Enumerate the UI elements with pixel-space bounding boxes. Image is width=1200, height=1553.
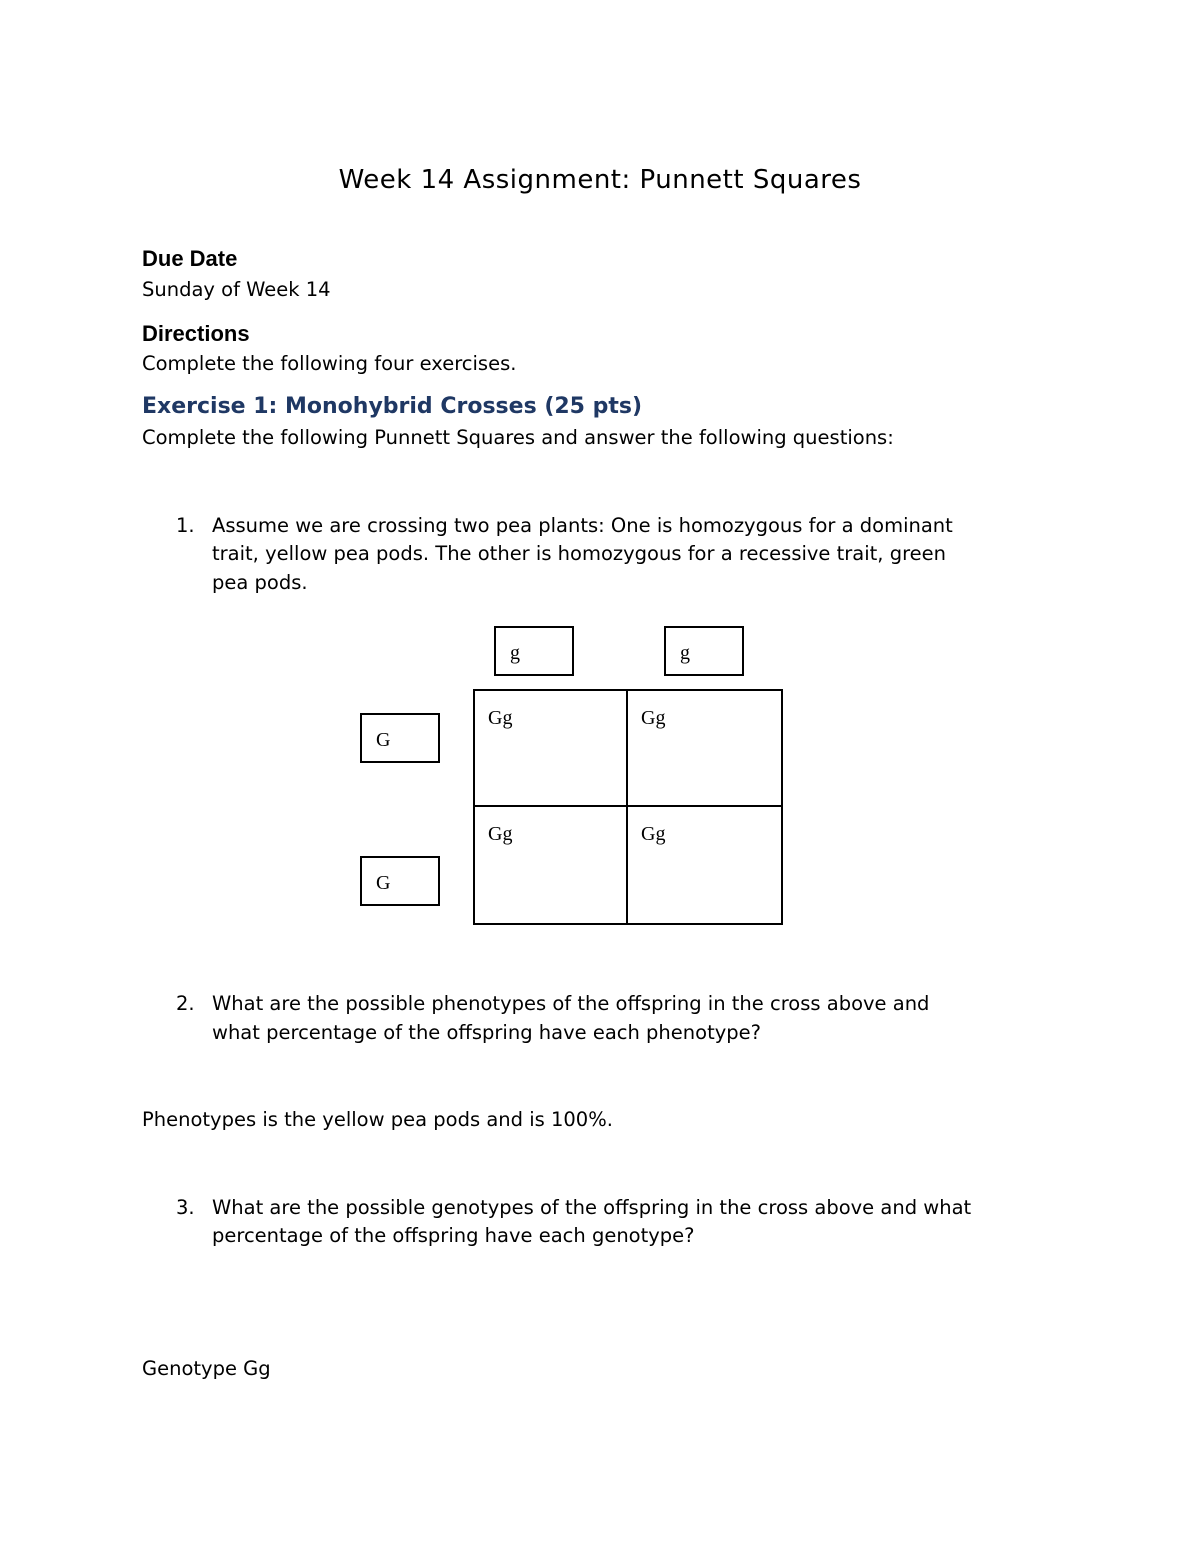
side-allele-box: [360, 713, 440, 763]
question-2-number: 2.: [176, 992, 195, 1015]
question-2-line: what percentage of the offspring have each phenotype?: [212, 1021, 761, 1044]
question-2-line: What are the possible phenotypes of the offspring in the cross above and: [212, 992, 930, 1015]
directions-text: Complete the following four exercises.: [142, 352, 517, 375]
punnett-cell: [628, 807, 781, 923]
top-allele-box: [494, 626, 574, 676]
punnett-cell-genotype: Gg: [488, 823, 513, 845]
question-1-line: pea pods.: [212, 571, 308, 594]
punnett-cell: [475, 807, 628, 923]
question-1-line: trait, yellow pea pods. The other is homozygous for a recessive trait, green: [212, 542, 947, 565]
exercise-1-intro: Complete the following Punnett Squares and answer the following questions:: [142, 426, 894, 449]
punnett-cell-genotype: Gg: [641, 823, 666, 845]
directions-heading: Directions: [142, 321, 250, 346]
question-3-line: percentage of the offspring have each genotype?: [212, 1224, 695, 1247]
punnett-cell-genotype: Gg: [641, 707, 666, 729]
page-title: Week 14 Assignment: Punnett Squares: [338, 165, 862, 195]
question-1-number: 1.: [176, 514, 195, 537]
top-allele: g: [680, 642, 690, 664]
side-allele: G: [376, 729, 391, 751]
due-date-text: Sunday of Week 14: [142, 278, 331, 301]
question-1-line: Assume we are crossing two pea plants: One is homozygous for a dominant: [212, 514, 953, 537]
punnett-cell: [628, 691, 781, 807]
due-date-heading: Due Date: [142, 246, 238, 271]
punnett-grid: [473, 689, 783, 925]
answer-2-text: Phenotypes is the yellow pea pods and is 100%.: [142, 1108, 613, 1131]
side-allele: G: [376, 872, 391, 894]
top-allele: g: [510, 642, 520, 664]
exercise-1-heading: Exercise 1: Monohybrid Crosses (25 pts): [142, 394, 643, 419]
side-allele-box: [360, 856, 440, 906]
top-allele-box: [664, 626, 744, 676]
question-3-line: What are the possible genotypes of the offspring in the cross above and what: [212, 1196, 972, 1219]
punnett-cell-genotype: Gg: [488, 707, 513, 729]
question-3-number: 3.: [176, 1196, 195, 1219]
punnett-cell: [475, 691, 628, 807]
answer-3-text: Genotype Gg: [142, 1357, 271, 1380]
